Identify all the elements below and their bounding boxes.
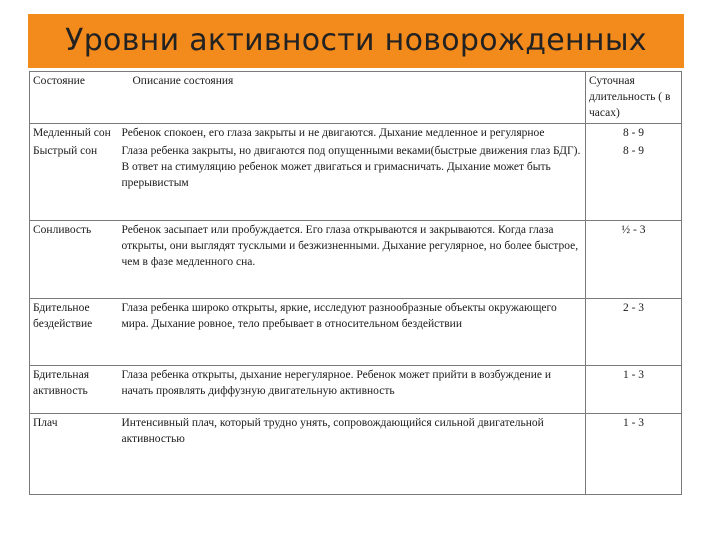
- row-duration: 8 - 9: [586, 142, 682, 220]
- row-duration: 8 - 9: [586, 124, 682, 143]
- page-title: Уровни активности новорожденных: [65, 23, 647, 58]
- row-description: Ребенок спокоен, его глаза закрыты и не двигаются. Дыхание медленное и регулярное: [119, 124, 586, 143]
- row-description: Глаза ребенка открыты, дыхание нерегулярное. Ребенок может прийти в возбуждение и начать проявлять диффузную двигательную активность: [119, 365, 586, 413]
- header-description: Описание состояния: [132, 75, 234, 87]
- table-row: [30, 365, 682, 413]
- row-state: Быстрый сон: [33, 145, 98, 157]
- table-header-row: [30, 72, 682, 124]
- table-row: [30, 298, 682, 365]
- table-row: [30, 220, 682, 298]
- row-description: Глаза ребенка закрыты, но двигаются под опущенными веками(быстрые движения глаз БДГ). В ответ на стимуляцию ребенок может двигаться и гримасничать. Дыхание может быть прерывистым: [121, 145, 581, 189]
- row-duration: 1 - 3: [586, 413, 682, 494]
- title-banner: [28, 14, 684, 68]
- table-row: [30, 142, 682, 220]
- row-state: Плач: [30, 413, 119, 494]
- header-state: Состояние: [33, 75, 85, 87]
- header-duration: Суточная длительность ( в часах): [586, 72, 682, 124]
- row-duration: 1 - 3: [586, 365, 682, 413]
- row-description: Глаза ребенка широко открыты, яркие, исследуют разнообразные объекты окружающего мира. Дыхание ровное, тело пребывает в относительном бездействии: [119, 298, 586, 365]
- row-duration: ½ - 3: [586, 220, 682, 298]
- row-duration: 2 - 3: [586, 298, 682, 365]
- activity-levels-table: [29, 71, 682, 495]
- row-state: Сонливость: [30, 220, 119, 298]
- row-state: Бдительная активность: [30, 365, 119, 413]
- row-state: Бдительное бездействие: [30, 298, 119, 365]
- table-row: [30, 413, 682, 494]
- row-description: Ребенок засыпает или пробуждается. Его глаза открываются и закрываются. Когда глаза открыты, они выглядят тусклыми и безжизненными. Дыхание регулярное, но более быстрое, чем в фазе медленного сна.: [119, 220, 586, 298]
- row-description: Интенсивный плач, который трудно унять, сопровождающийся сильной двигательной активностью: [119, 413, 586, 494]
- row-state: Медленный сон: [30, 124, 119, 143]
- table-row: [30, 124, 682, 143]
